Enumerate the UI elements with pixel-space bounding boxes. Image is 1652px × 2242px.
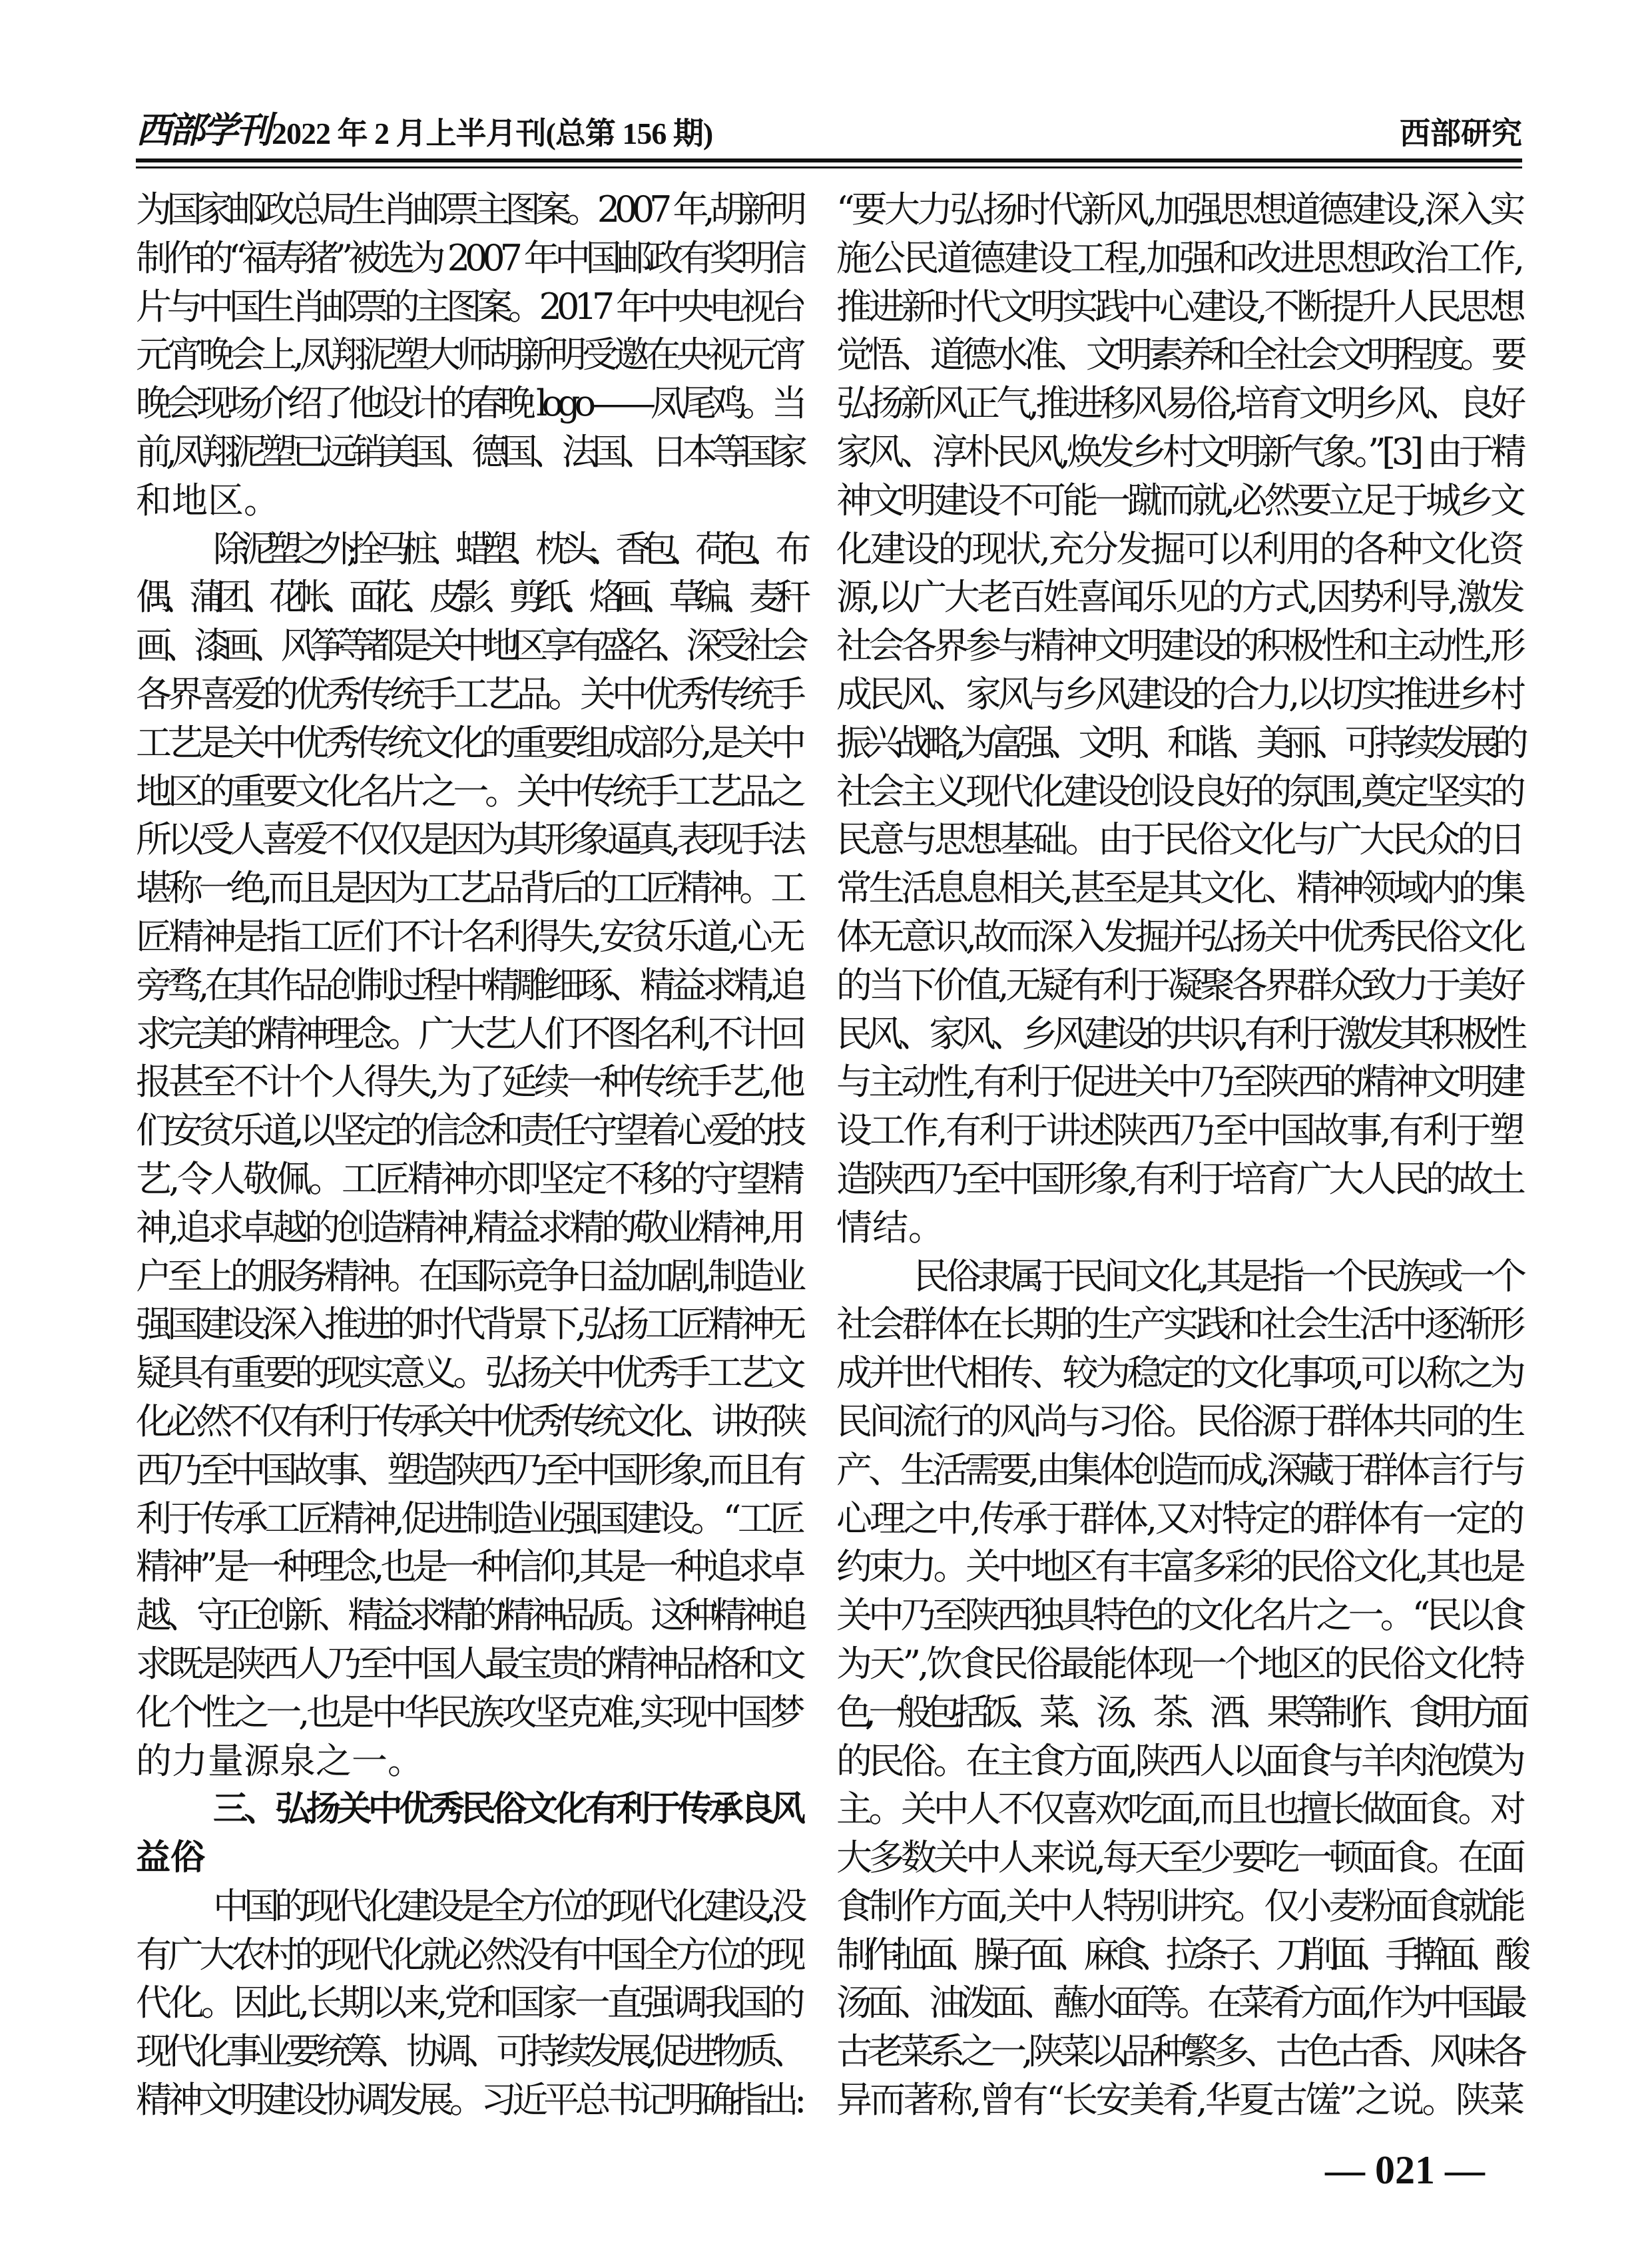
body-text-line: 制作的“福寿猪”被选为 2007 年中国邮政有奖明信 (136, 236, 802, 279)
body-text-line: 情结。 (836, 1206, 944, 1249)
body-text-line: 旁骛,在其作品创制过程中精雕细琢、精益求精,追 (136, 964, 802, 1006)
header-rule-thin (136, 166, 1522, 168)
body-text-line: “要大力弘扬时代新风,加强思想道德建设,深入实 (836, 188, 1522, 230)
right-column (836, 186, 1522, 2125)
issue-info: 2022 年 2 月上半月刊(总第 156 期) (272, 117, 713, 150)
body-text-line: 前,凤翔泥塑已远销美国、德国、法国、日本等国家 (136, 430, 802, 473)
body-text-line: 汤面、油泼面、蘸水面等。在菜肴方面,作为中国最 (836, 1982, 1522, 2024)
header-rule-thick (136, 158, 1522, 162)
body-text-line: 片与中国生肖邮票的主图案。2017 年中央电视台 (136, 285, 802, 328)
body-text-line: 的民俗。在主食方面,陕西人以面食与羊肉泡馍为 (836, 1739, 1522, 1782)
body-text-line: 晚会现场介绍了他设计的春晚 logo——凤尾鸡。当 (136, 382, 802, 425)
body-text-line: 地区的重要文化名片之一。关中传统手工艺品之 (136, 770, 802, 812)
body-text-line: 体无意识,故而深入发掘并弘扬关中优秀民俗文化 (836, 915, 1522, 958)
left-column (136, 186, 802, 2125)
body-text-line: 源,以广大老百姓喜闻乐见的方式,因势利导,激发 (836, 576, 1522, 619)
body-text-line: 越、守正创新、精益求精的精神品质。这种精神追 (136, 1594, 802, 1637)
body-text-line: 的当下价值,无疑有利于凝聚各界群众致力于美好 (836, 964, 1522, 1006)
body-text-line: 化建设的现状,充分发掘可以利用的各种文化资 (836, 527, 1522, 570)
body-text-line: 堪称一绝,而且是因为工艺品背后的工匠精神。工 (136, 867, 802, 910)
body-text-line: 偶、蒲团、花帐、面花、皮影、剪纸、烙画、草编、麦秆 (136, 576, 802, 619)
body-text-line: 各界喜爱的优秀传统手工艺品。关中优秀传统手 (136, 673, 802, 715)
body-text-line: 精神文明建设协调发展。习近平总书记明确指出: (136, 2079, 802, 2121)
body-text-line: 约束力。关中地区有丰富多彩的民俗文化,其也是 (836, 1545, 1522, 1588)
body-text-line: 所以受人喜爱不仅仅是因为其形象逼真,表现手法 (136, 818, 802, 861)
body-text-line: 除泥塑之外,拴马桩、蜡塑、枕头、香包、荷包、布 (213, 527, 802, 570)
body-text-line: 化必然不仅有利于传承关中优秀传统文化、讲好陕 (136, 1400, 802, 1442)
body-text-line: 化个性之一,也是中华民族攻坚克难,实现中国梦 (136, 1691, 802, 1733)
body-text-line: 和地区。 (136, 479, 280, 521)
body-text-line: 觉悟、道德水准、文明素养和全社会文明程度。要 (836, 334, 1522, 376)
body-text-line: 匠精神是指工匠们不计名利得失,安贫乐道,心无 (136, 915, 802, 958)
body-text-line: 利于传承工匠精神,促进制造业强国建设。“工匠 (136, 1497, 802, 1540)
body-text-line: 食制作方面,关中人特别讲究。仅小麦粉面食就能 (836, 1884, 1522, 1927)
body-text-line: 制作扯面、臊子面、麻食、拉条子、刀削面、手擀面、酸 (836, 1933, 1522, 1976)
body-text-line: 现代化事业要统筹、协调、可持续发展,促进物质、 (136, 2030, 802, 2073)
section-title: 西部研究 (1400, 115, 1522, 151)
body-text-line: 工艺是关中优秀传统文化的重要组成部分,是关中 (136, 721, 802, 764)
body-text-line: 设工作,有利于讲述陕西乃至中国故事,有利于塑 (836, 1109, 1522, 1152)
body-text-line: 常生活息息相关,甚至是其文化、精神领域内的集 (836, 867, 1522, 910)
body-text-line: 的力量源泉之一。 (136, 1739, 423, 1782)
body-text-line: 推进新时代文明实践中心建设,不断提升人民思想 (836, 285, 1522, 328)
body-text-line: 心理之中,传承于群体,又对特定的群体有一定的 (836, 1497, 1522, 1540)
body-text-line: 古老菜系之一,陕菜以品种繁多、古色古香、风味各 (836, 2030, 1522, 2073)
body-text-line: 中国的现代化建设是全方位的现代化建设,没 (213, 1884, 802, 1927)
body-text-line: 强国建设深入推进的时代背景下,弘扬工匠精神无 (136, 1303, 802, 1346)
body-text-line: 成并世代相传、较为稳定的文化事项,可以称之为 (836, 1352, 1522, 1394)
body-text-line: 成民风、家风与乡风建设的合力,以切实推进乡村 (836, 673, 1522, 715)
body-text-line: 求完美的精神理念。广大艺人们不图名利,不计回 (136, 1012, 802, 1055)
body-text-line: 社会各界参与精神文明建设的积极性和主动性,形 (836, 625, 1522, 667)
body-text-line: 为国家邮政总局生肖邮票主图案。2007 年,胡新明 (136, 188, 802, 230)
body-text-line: 弘扬新风正气,推进移风易俗,培育文明乡风、良好 (836, 382, 1522, 425)
body-text-line: 户至上的服务精神。在国际竞争日益加剧,制造业 (136, 1255, 802, 1297)
body-text-line: 造陕西乃至中国形象,有利于培育广大人民的故土 (836, 1157, 1522, 1200)
body-text-line: 主。关中人不仅喜欢吃面,而且也擅长做面食。对 (836, 1788, 1522, 1830)
body-text-line: 元宵晚会上,凤翔泥塑大师胡新明受邀在央视元宵 (136, 334, 802, 376)
body-text-line: 有广大农村的现代化就必然没有中国全方位的现 (136, 1933, 802, 1976)
body-text-line: 家风、淳朴民风,焕发乡村文明新气象。”[3] 由于精 (836, 430, 1522, 473)
body-text-line: 色,一般包括饭、菜、汤、茶、酒、果等制作、食用方面 (836, 1691, 1522, 1733)
body-text-line: 产、生活需要,由集体创造而成,深藏于群体言行与 (836, 1448, 1522, 1491)
body-text-line: 与主动性,有利于促进关中乃至陕西的精神文明建 (836, 1061, 1522, 1103)
running-header (136, 109, 1522, 153)
body-text-line: 疑具有重要的现实意义。弘扬关中优秀手工艺文 (136, 1352, 802, 1394)
body-text-line: 民风、家风、乡风建设的共识,有利于激发其积极性 (836, 1012, 1522, 1055)
body-text-line: 社会主义现代化建设创设良好的氛围,奠定坚实的 (836, 770, 1522, 812)
body-text-line: 振兴战略,为富强、文明、和谐、美丽、可持续发展的 (836, 721, 1522, 764)
body-text-line: 求既是陕西人乃至中国人最宝贵的精神品格和文 (136, 1642, 802, 1685)
body-text-line: 们安贫乐道,以坚定的信念和责任守望着心爱的技 (136, 1109, 802, 1152)
page-number: — 021 — (1325, 2148, 1485, 2192)
body-text-line: 社会群体在长期的生产实践和社会生活中逐渐形 (836, 1303, 1522, 1346)
body-text-line: 施公民道德建设工程,加强和改进思想政治工作, (836, 236, 1522, 279)
journal-logo: 西部学刊 (136, 109, 269, 151)
body-text-line: 神,追求卓越的创造精神,精益求精的敬业精神,用 (136, 1206, 802, 1249)
body-text-line: 报甚至不计个人得失,为了延续一种传统手艺,他 (136, 1061, 802, 1103)
body-text-line: 西乃至中国故事、塑造陕西乃至中国形象,而且有 (136, 1448, 802, 1491)
body-text-line: 代化。因此,长期以来,党和国家一直强调我国的 (136, 1982, 802, 2024)
section-heading-line: 三、弘扬关中优秀民俗文化有利于传承良风 (213, 1789, 802, 1830)
body-text-line: 民俗隶属于民间文化,其是指一个民族或一个 (914, 1255, 1522, 1297)
section-heading-line: 益俗 (136, 1838, 206, 1878)
body-text-line: 神文明建设不可能一蹴而就,必然要立足于城乡文 (836, 479, 1522, 521)
body-text-line: 大多数关中人来说,每天至少要吃一顿面食。在面 (836, 1836, 1522, 1879)
body-text-line: 关中乃至陕西独具特色的文化名片之一。“民以食 (836, 1594, 1522, 1637)
header-left (136, 102, 712, 153)
body-text-line: 精神”是一种理念,也是一种信仰,其是一种追求卓 (136, 1545, 802, 1588)
body-text-line: 为天”,饮食民俗最能体现一个地区的民俗文化特 (836, 1642, 1522, 1685)
body-text-line: 民意与思想基础。由于民俗文化与广大民众的日 (836, 818, 1522, 861)
body-text-line: 画、漆画、风筝等都是关中地区享有盛名、深受社会 (136, 625, 802, 667)
body-text-line: 异而著称,曾有“长安美肴,华夏古馐”之说。陕菜 (836, 2079, 1522, 2121)
body-text-line: 民间流行的风尚与习俗。民俗源于群体共同的生 (836, 1400, 1522, 1442)
body-text-line: 艺,令人敬佩。工匠精神亦即坚定不移的守望精 (136, 1157, 802, 1200)
